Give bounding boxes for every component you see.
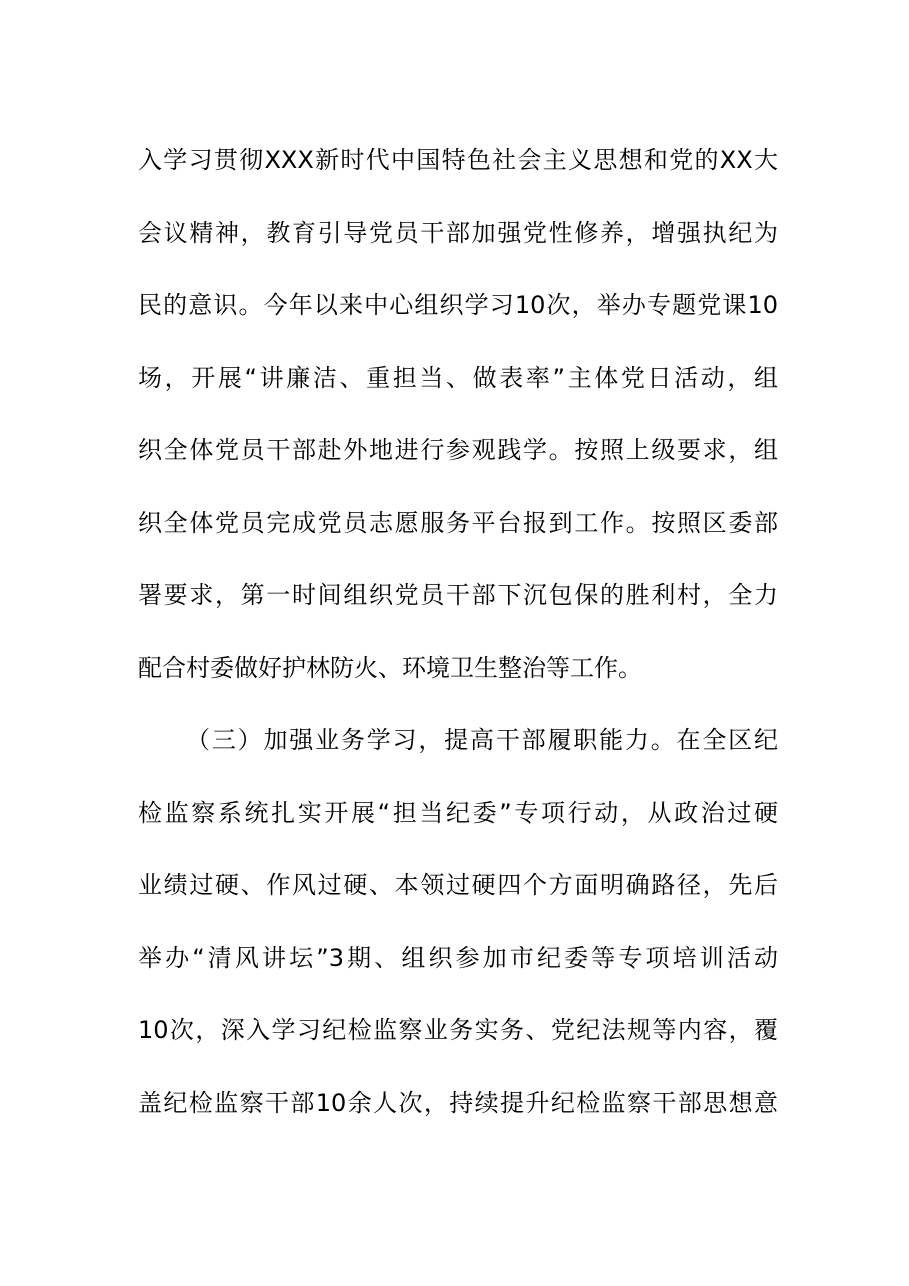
text-line: 会议精神，教育引导党员干部加强党性修养，增强执纪为 bbox=[138, 218, 778, 247]
document-body bbox=[138, 124, 778, 1139]
text-line: 织全体党员干部赴外地进行参观践学。按照上级要求，组 bbox=[138, 436, 778, 464]
text-line: 民的意识。今年以来中心组织学习10次，举办专题党课10 bbox=[138, 291, 778, 319]
text-line: 业绩过硬、作风过硬、本领过硬四个方面明确路径，先后 bbox=[138, 871, 778, 899]
text-line: 织全体党员完成党员志愿服务平台报到工作。按照区委部 bbox=[138, 508, 778, 537]
text-line: 入学习贯彻XXX新时代中国特色社会主义思想和党的XX大 bbox=[138, 146, 778, 174]
text-line: 盖纪检监察干部10余人次，持续提升纪检监察干部思想意 bbox=[138, 1088, 778, 1117]
text-line: 10次，深入学习纪检监察业务实务、党纪法规等内容，覆 bbox=[138, 1016, 778, 1044]
paragraph-2 bbox=[138, 704, 778, 1139]
text-line: 配合村委做好护林防火、环境卫生整治等工作。 bbox=[138, 653, 642, 682]
paragraph-1 bbox=[138, 124, 778, 704]
text-line: 检监察系统扎实开展“担当纪委”专项行动，从政治过硬 bbox=[138, 798, 778, 827]
text-line: 场，开展“讲廉洁、重担当、做表率”主体党日活动，组 bbox=[138, 363, 778, 392]
section-heading-line: （三）加强业务学习，提高干部履职能力。在全区纪 bbox=[186, 726, 778, 754]
text-line: 举办“清风讲坛”3期、组织参加市纪委等专项培训活动 bbox=[138, 943, 778, 972]
text-line: 署要求，第一时间组织党员干部下沉包保的胜利村，全力 bbox=[138, 581, 778, 609]
